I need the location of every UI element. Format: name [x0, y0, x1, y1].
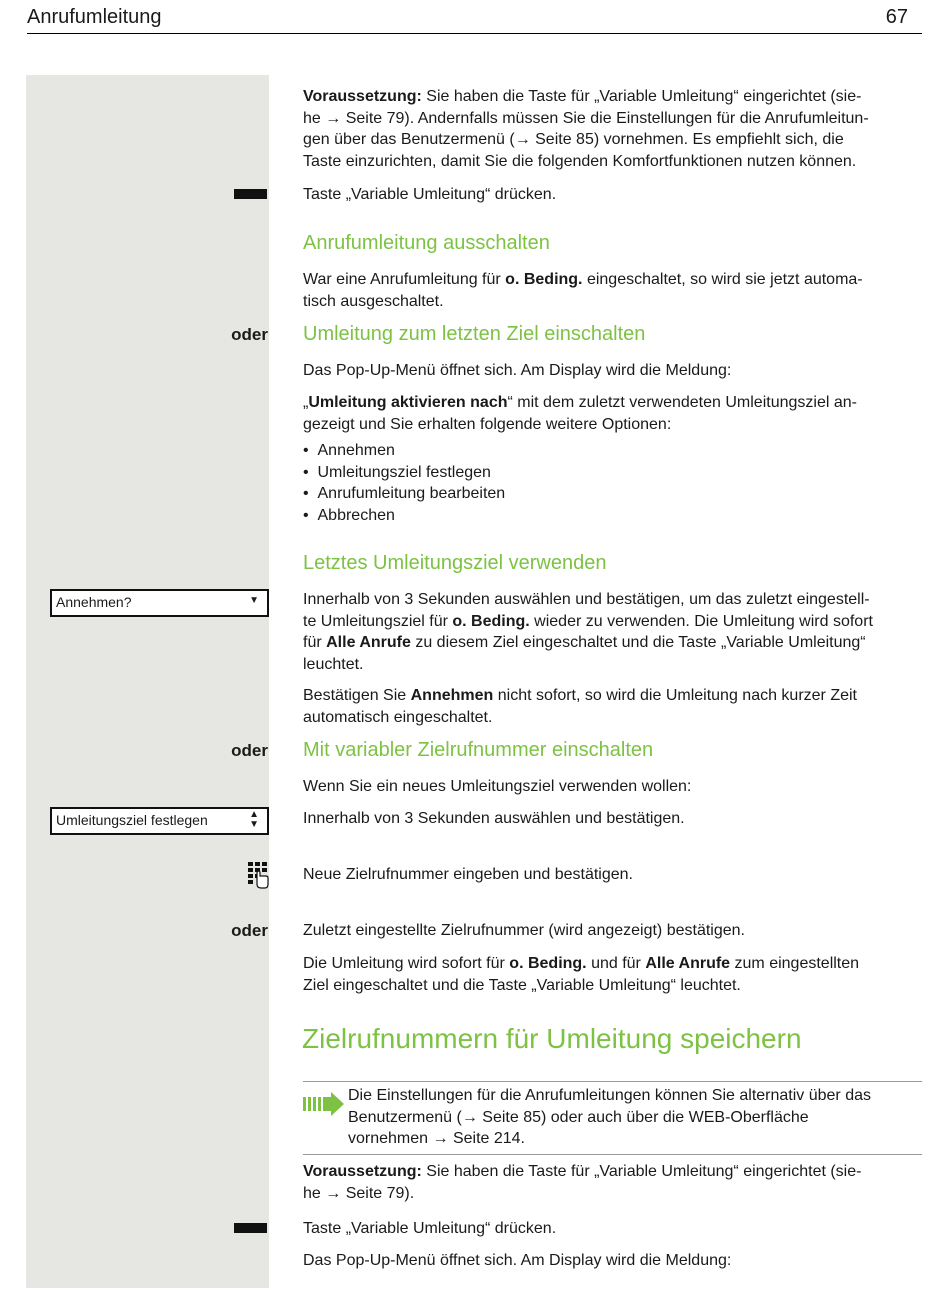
key-bar-icon [234, 189, 267, 199]
note-rule-bottom [303, 1154, 922, 1155]
annehmen-paragraph: Bestätigen Sie Annehmen nicht sofort, so wird die Umleitung nach kurzer Zeit automatisch eingeschaltet. [303, 687, 857, 726]
options-list [303, 440, 505, 526]
list-item: • Abbrechen [303, 506, 395, 524]
popup-paragraph: Das Pop-Up-Menü öffnet sich. Am Display wird die Meldung: [303, 362, 732, 379]
list-item: • Umleitungsziel festlegen [303, 463, 491, 481]
key-bar-icon [234, 1223, 267, 1233]
prerequisite-paragraph: Voraussetzung: Sie haben die Taste für „Variable Umleitung“ eingerichtet (sie- he → Seite 79). Andernfalls müssen Sie die Einstellungen für die Anrufumleitun- gen über das Benutzermenü (→ Seite 85) vornehmen. Es empfiehlt sich, die Taste einzurichten, damit Sie die folgenden Komfortfunktionen nutzen können. [303, 88, 869, 170]
display-label: Annehmen? [56, 594, 132, 610]
new-target-paragraph: Wenn Sie ein neues Umleitungsziel verwenden wollen: [303, 778, 692, 795]
verwenden-paragraph: Innerhalb von 3 Sekunden auswählen und bestätigen, um das zuletzt eingestell- te Umleitungsziel für o. Beding. wieder zu verwenden. Die Umleitung wird sofort für Alle Anrufe zu diesem Ziel eingeschaltet und die Taste „Variable Umleitung“ leuchtet. [303, 591, 873, 673]
heading-letztes-ziel: Umleitung zum letzten Ziel einschalten [303, 323, 646, 345]
display-umleitungsziel [50, 807, 269, 835]
popup-paragraph-2: Das Pop-Up-Menü öffnet sich. Am Display wird die Meldung: [303, 1252, 732, 1269]
select-confirm-paragraph: Innerhalb von 3 Sekunden auswählen und bestätigen. [303, 810, 685, 827]
press-key-paragraph: Taste „Variable Umleitung“ drücken. [303, 186, 557, 203]
arrow-down-icon: ▼ [249, 595, 259, 606]
list-item: • Annehmen [303, 442, 395, 459]
ausschalten-paragraph: War eine Anrufumleitung für o. Beding. eingeschaltet, so wird sie jetzt automa- tisch ausgeschaltet. [303, 271, 863, 310]
heading-verwenden: Letztes Umleitungsziel verwenden [303, 552, 607, 574]
activate-paragraph: „Umleitung aktivieren nach“ mit dem zuletzt verwendeten Umleitungsziel an- gezeigt und Sie erhalten folgende weitere Optionen: [303, 394, 857, 433]
oder-label: oder [231, 921, 268, 940]
list-item: • Anrufumleitung bearbeiten [303, 485, 506, 502]
enter-number-paragraph: Neue Zielrufnummer eingeben und bestätigen. [303, 866, 633, 883]
heading-ausschalten: Anrufumleitung ausschalten [303, 232, 550, 254]
note-arrow-icon [303, 1092, 345, 1116]
display-label: Umleitungsziel festlegen [56, 812, 208, 828]
arrow-updown-icon: ▲ ▼ [249, 809, 259, 830]
note-text: Die Einstellungen für die Anrufumleitungen können Sie alternativ über das Benutzermenü (→ Seite 85) oder auch über die WEB-Oberfläche vornehmen → Seite 214. [348, 1087, 871, 1147]
oder-label: oder [231, 741, 268, 760]
note-rule-top [303, 1081, 922, 1082]
oder-label: oder [231, 325, 268, 344]
header-rule [27, 33, 922, 34]
header-title: Anrufumleitung [27, 6, 162, 28]
result-paragraph: Die Umleitung wird sofort für o. Beding. und für Alle Anrufe zum eingestellten Ziel eingeschaltet und die Taste „Variable Umleitung“ leuchtet. [303, 955, 860, 994]
display-annehmen [50, 589, 269, 617]
prerequisite-paragraph-2: Voraussetzung: Sie haben die Taste für „Variable Umleitung“ eingerichtet (sie- he → Seite 79). [303, 1163, 862, 1202]
left-sidebar [26, 75, 269, 1288]
heading-variabel: Mit variabler Zielrufnummer einschalten [303, 739, 654, 761]
heading-speichern: Zielrufnummern für Umleitung speichern [302, 1023, 802, 1054]
last-number-paragraph: Zuletzt eingestellte Zielrufnummer (wird angezeigt) bestätigen. [303, 922, 745, 939]
press-key-paragraph-2: Taste „Variable Umleitung“ drücken. [303, 1220, 557, 1237]
keypad-icon [246, 861, 270, 889]
page-number: 67 [885, 6, 908, 28]
